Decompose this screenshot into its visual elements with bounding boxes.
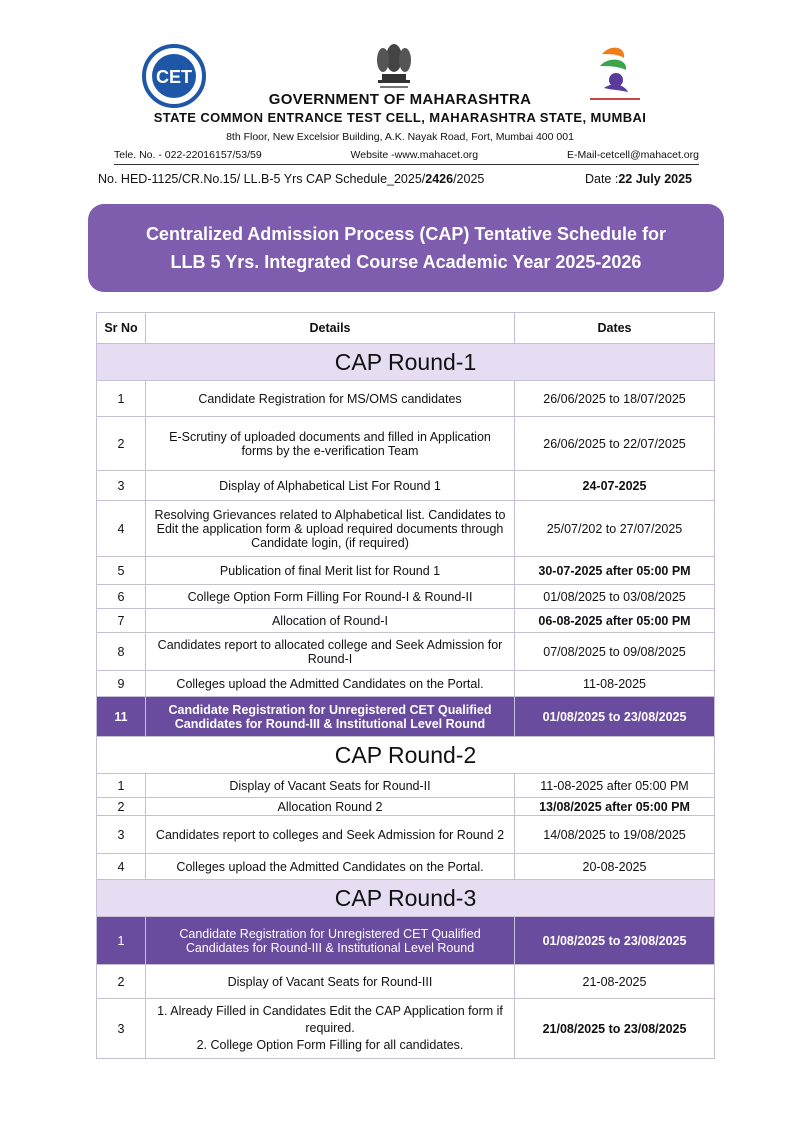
table-row <box>97 381 715 417</box>
department-title: STATE COMMON ENTRANCE TEST CELL, MAHARASHTRA STATE, MUMBAI <box>153 110 647 125</box>
sr-no: 7 <box>97 609 146 633</box>
table-row <box>97 774 715 798</box>
schedule-table <box>96 312 715 1059</box>
address: 8th Floor, New Excelsior Building, A.K. Nayak Road, Fort, Mumbai 400 001 <box>226 131 574 143</box>
dates: 01/08/2025 to 23/08/2025 <box>515 917 715 965</box>
details: Colleges upload the Admitted Candidates on the Portal. <box>146 854 515 880</box>
dates: 01/08/2025 to 03/08/2025 <box>515 585 715 609</box>
dates: 25/07/202 to 27/07/2025 <box>515 501 715 557</box>
reference-number: No. HED-1125/CR.No.15/ LL.B-5 Yrs CAP Schedule_2025/2426/2025 <box>98 172 485 186</box>
table-row <box>97 854 715 880</box>
table-row <box>97 633 715 671</box>
banner-line-1: Centralized Admission Process (CAP) Tentative Schedule for <box>145 224 667 244</box>
dates: 24-07-2025 <box>515 471 715 501</box>
details: Display of Vacant Seats for Round-II <box>146 774 515 798</box>
table-row <box>97 816 715 854</box>
dates: 26/06/2025 to 22/07/2025 <box>515 417 715 471</box>
svg-text:CET: CET <box>156 67 192 87</box>
round-1-heading-row <box>97 344 715 381</box>
details: Resolving Grievances related to Alphabetical list. Candidates to Edit the application form & upload required documents through Candidate login, (if required) <box>146 501 515 557</box>
state-emblem-icon <box>372 36 416 92</box>
dates: 11-08-2025 <box>515 671 715 697</box>
details: Publication of final Merit list for Round 1 <box>146 557 515 585</box>
details: E-Scrutiny of uploaded documents and filled in Application forms by the e-verification Team <box>146 417 515 471</box>
sr-no: 5 <box>97 557 146 585</box>
details: Candidate Registration for MS/OMS candidates <box>146 381 515 417</box>
dates: 13/08/2025 after 05:00 PM <box>515 798 715 816</box>
dates: 14/08/2025 to 19/08/2025 <box>515 816 715 854</box>
document-date: Date :22 July 2025 <box>584 172 692 186</box>
table-row <box>97 609 715 633</box>
table-row-highlighted <box>97 917 715 965</box>
sr-no: 1 <box>97 774 146 798</box>
telephone: Tele. No. - 022-22016157/53/59 <box>114 149 262 161</box>
table-row <box>97 557 715 585</box>
round-2-heading-row <box>97 737 715 774</box>
sr-no: 4 <box>97 854 146 880</box>
sr-no: 8 <box>97 633 146 671</box>
banner-line-2: LLB 5 Yrs. Integrated Course Academic Year 2025-2026 <box>170 252 642 272</box>
table-row <box>97 671 715 697</box>
table-row <box>97 501 715 557</box>
header-sr-no: Sr No <box>97 313 146 344</box>
details: Display of Alphabetical List For Round 1 <box>146 471 515 501</box>
round-3-title: CAP Round-3 <box>97 880 715 917</box>
list-item: 1. Already Filled in Candidates Edit the CAP Application form if required. <box>157 1004 503 1035</box>
sr-no: 6 <box>97 585 146 609</box>
dates: 20-08-2025 <box>515 854 715 880</box>
table-row <box>97 417 715 471</box>
round-2-title: CAP Round-2 <box>97 737 715 774</box>
sr-no: 11 <box>97 697 146 737</box>
table-row <box>97 471 715 501</box>
dates: 30-07-2025 after 05:00 PM <box>515 557 715 585</box>
dates: 11-08-2025 after 05:00 PM <box>515 774 715 798</box>
table-row <box>97 965 715 999</box>
dates: 01/08/2025 to 23/08/2025 <box>515 697 715 737</box>
details: Allocation Round 2 <box>146 798 515 816</box>
round-3-heading-row <box>97 880 715 917</box>
government-title: GOVERNMENT OF MAHARASHTRA <box>268 91 532 108</box>
sr-no: 1 <box>97 381 146 417</box>
header-details: Details <box>146 313 515 344</box>
email: E-Mail-cetcell@mahacet.org <box>566 149 699 161</box>
details: Candidates report to allocated college and Seek Admission for Round-I <box>146 633 515 671</box>
dates: 07/08/2025 to 09/08/2025 <box>515 633 715 671</box>
table-row-highlighted <box>97 697 715 737</box>
round-1-title: CAP Round-1 <box>97 344 715 381</box>
table-header-row <box>97 313 715 344</box>
sr-no: 2 <box>97 417 146 471</box>
details: Allocation of Round-I <box>146 609 515 633</box>
dates: 21-08-2025 <box>515 965 715 999</box>
dates: 26/06/2025 to 18/07/2025 <box>515 381 715 417</box>
table-row <box>97 999 715 1059</box>
details-list <box>146 999 515 1059</box>
table-row <box>97 798 715 816</box>
website: Website -www.mahacet.org <box>350 149 479 161</box>
list-item: 2. College Option Form Filling for all candidates. <box>196 1038 464 1052</box>
sr-no: 3 <box>97 471 146 501</box>
details: Candidate Registration for Unregistered CET Qualified Candidates for Round-III & Institutional Level Round <box>146 697 515 737</box>
header-dates: Dates <box>515 313 715 344</box>
dates: 06-08-2025 after 05:00 PM <box>515 609 715 633</box>
details: Candidates report to colleges and Seek Admission for Round 2 <box>146 816 515 854</box>
details: Display of Vacant Seats for Round-III <box>146 965 515 999</box>
title-banner <box>88 204 724 292</box>
details: Colleges upload the Admitted Candidates on the Portal. <box>146 671 515 697</box>
sr-no: 9 <box>97 671 146 697</box>
sr-no: 3 <box>97 999 146 1059</box>
sr-no: 3 <box>97 816 146 854</box>
contact-line <box>114 149 699 161</box>
sr-no: 2 <box>97 965 146 999</box>
sr-no: 1 <box>97 917 146 965</box>
header-divider <box>114 164 699 165</box>
details: Candidate Registration for Unregistered CET Qualified Candidates for Round-III & Institutional Level Round <box>146 917 515 965</box>
dates: 21/08/2025 to 23/08/2025 <box>515 999 715 1059</box>
details: College Option Form Filling For Round-I & Round-II <box>146 585 515 609</box>
sr-no: 4 <box>97 501 146 557</box>
sr-no: 2 <box>97 798 146 816</box>
table-row <box>97 585 715 609</box>
